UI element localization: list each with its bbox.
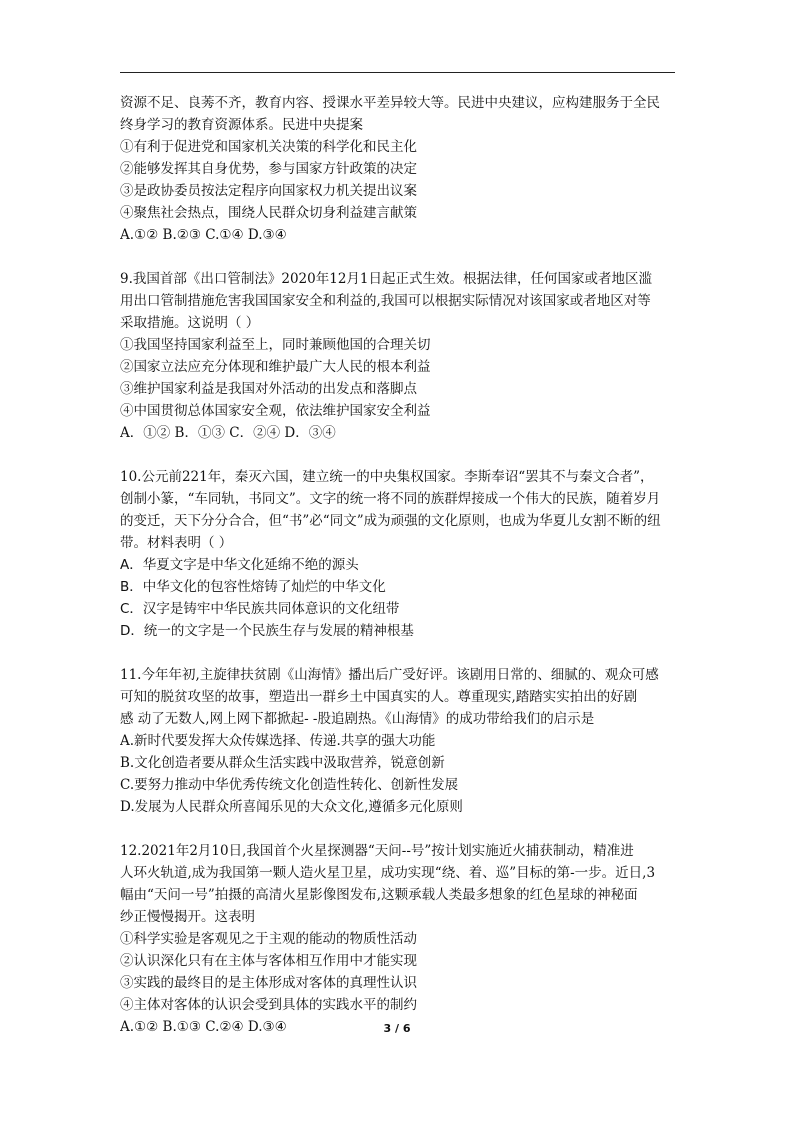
option-line: ③实践的最终目的是主体形成对客体的真理性认识 (120, 975, 417, 991)
option-line: ②能够发挥其自身优势，参与国家方针政策的决定 (120, 161, 417, 177)
answer-option-d: D.发展为人民群众所喜闻乐见的大众文化,遵循多元化原则 (120, 799, 463, 815)
page-number: 3 / 6 (383, 1022, 411, 1035)
question-text: 可知的脱贫攻坚的故事，塑造出一群乡土中国真实的人。尊重现实,踏踏实实拍出的好剧 (120, 689, 638, 705)
question-text: 的变迁，天下分分合合，但“书”必“同文”成为顽强的文化原则，也成为华夏儿女割不断的纽 (120, 513, 661, 529)
option-line: ②国家立法应充分体现和维护最广大人民的根本利益 (120, 359, 431, 375)
option-line: ④中国贯彻总体国家安全观，依法维护国家安全利益 (120, 403, 431, 419)
option-line: ①我国坚持国家利益至上，同时兼顾他国的合理关切 (120, 337, 431, 353)
answer-option-a: A.新时代要发挥大众传媒选择、传递.共享的强大功能 (120, 733, 436, 749)
question-text: 11.今年年初,主旋律扶贫剧《山海情》播出后广受好评。该剧用日常的、细腻的、观众可感 (120, 667, 659, 683)
option-line: ③是政协委员按法定程序向国家权力机关提出议案 (120, 183, 417, 199)
question-text: 感 动了无数人,网上网下都掀起- -股追剧热。《山海情》的成功带给我们的启示是 (120, 711, 595, 727)
header-rule (120, 72, 675, 73)
question-text: 创制小篆，“车同轨，书同文”。文字的统一将不同的族群焊接成一个伟大的民族，随着岁月 (120, 491, 661, 507)
question-11 (120, 664, 680, 818)
question-text: 9.我国首部《出口管制法》2020年12月1日起正式生效。根据法律，任何国家或者地区滥 (120, 271, 653, 287)
option-line: ①科学实验是客观见之于主观的能动的物质性活动 (120, 931, 417, 947)
option-line: ②认识深化只有在主体与客体相互作用中才能实现 (120, 953, 417, 969)
text-line: 资源不足、良莠不齐，教育内容、授课水平差异较大等。民进中央建议，应构建服务于全民 (120, 95, 660, 111)
question-9 (120, 268, 680, 444)
answer-option-a: A．华夏文字是中华文化延绵不绝的源头 (120, 557, 359, 573)
text-line: 终身学习的教育资源体系。民进中央提案 (120, 117, 363, 133)
option-line: ①有利于促进党和国家机关决策的科学化和民主化 (120, 139, 417, 155)
answer-choices: A．①② B．①③ C．②④ D．③④ (120, 425, 336, 441)
question-text: 人环火轨道,成为我国第一颗人造火星卫星，成功实现“绕、着、巡”目标的第-一步。近日,3 (120, 865, 656, 881)
question-8-continuation (120, 92, 680, 246)
question-12 (120, 840, 680, 1038)
answer-option-b: B．中华文化的包容性熔铸了灿烂的中华文化 (120, 579, 386, 595)
answer-option-b: B.文化创造者要从群众生活实践中汲取营养，锐意创新 (120, 755, 445, 771)
question-10 (120, 466, 680, 642)
page-content (120, 92, 680, 1038)
option-line: ④主体对客体的认识会受到具体的实践水平的制约 (120, 997, 417, 1013)
question-text: 采取措施。这说明（ ） (120, 315, 260, 331)
question-text: 用出口管制措施危害我国国家安全和利益的,我国可以根据实际情况对该国家或者地区对等 (120, 293, 651, 309)
question-text: 10.公元前221年，秦灭六国，建立统一的中央集权国家。李斯奉诏“罢其不与秦文合者”， (120, 469, 654, 485)
answer-choices: A.①② B.①③ C.②④ D.③④ (120, 1019, 287, 1035)
answer-choices: A.①② B.②③ C.①④ D.③④ (120, 227, 287, 243)
question-text: 幅由“天问一号”拍摄的高清火星影像图发布,这颗承载人类最多想象的红色星球的神秘面 (120, 887, 638, 903)
answer-option-d: D．统一的文字是一个民族生存与发展的精神根基 (120, 623, 414, 639)
option-line: ③维护国家利益是我国对外活动的出发点和落脚点 (120, 381, 417, 397)
answer-option-c: C．汉字是铸牢中华民族共同体意识的文化纽带 (120, 601, 400, 617)
question-text: 12.2021年2月10日,我国首个火星探测器“天问--号”按计划实施近火捕获制动，精准进 (120, 843, 634, 859)
question-text: 带。材料表明（ ） (120, 535, 233, 551)
answer-option-c: C.要努力推动中华优秀传统文化创造性转化、创新性发展 (120, 777, 459, 793)
option-line: ④聚焦社会热点，围绕人民群众切身利益建言献策 (120, 205, 417, 221)
question-text: 纱正慢慢揭开。这表明 (120, 909, 255, 925)
